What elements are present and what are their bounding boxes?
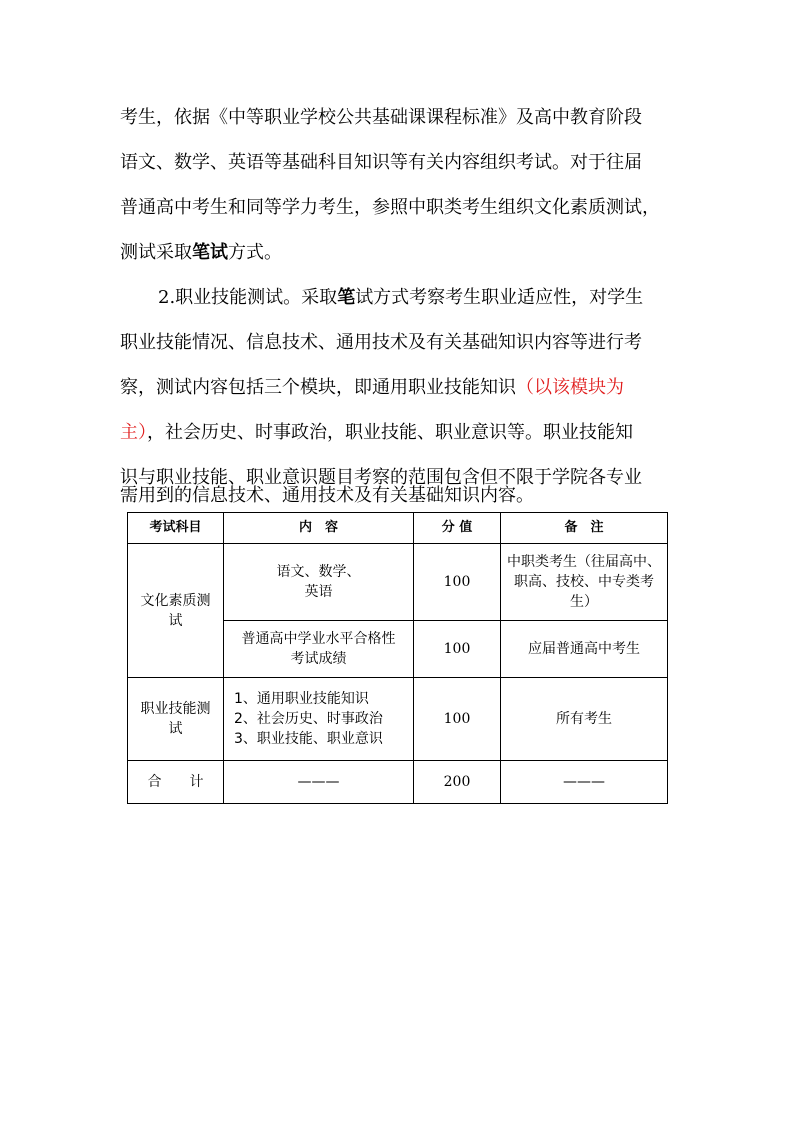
total-score-cell: 200	[414, 761, 501, 804]
text-run: 试方式考察考生职业适应性，对学生	[355, 287, 644, 308]
total-label-cell: 合 计	[128, 761, 224, 804]
table-total-row	[128, 761, 668, 804]
paragraph-line	[120, 421, 633, 445]
text-run: 察，测试内容包括三个模块，即通用职业技能知识	[120, 377, 516, 398]
content-line: 普通高中学业水平合格性	[241, 631, 396, 647]
text-run: 方式。	[228, 242, 282, 263]
paragraph-line: 需用到的信息技术、通用技术及有关基础知识内容。	[120, 485, 534, 506]
note-cell: 中职类考生（往届高中、职高、技校、中专类考生）	[501, 544, 668, 621]
content-line: 2、社会历史、时事政治	[234, 711, 383, 727]
paragraph-line: 考生，依据《中等职业学校公共基础课课程标准》及高中教育阶段	[120, 107, 642, 128]
header-note: 备 注	[501, 513, 668, 544]
header-score: 分 值	[414, 513, 501, 544]
text-run: ，社会历史、时事政治，职业技能、职业意识等。职业技能知	[147, 422, 633, 443]
bold-text-run: 笔试	[192, 242, 228, 263]
content-line: 英语	[304, 584, 333, 600]
paragraph-line: 语文、数学、英语等基础科目知识等有关内容组织考试。对于往届	[120, 152, 642, 173]
table-header-row	[128, 513, 668, 544]
score-cell: 100	[414, 544, 501, 621]
content-cell	[224, 678, 414, 761]
paragraph-line: 识与职业技能、职业意识题目考察的范围包含但不限于学院各专业	[120, 467, 642, 488]
content-cell	[224, 621, 414, 678]
paragraph-line	[158, 286, 643, 310]
paragraph-line: 普通高中考生和同等学力考生，参照中职类考生组织文化素质测试，	[120, 197, 660, 218]
content-line: 语文、数学、	[276, 564, 361, 580]
table-row	[128, 678, 668, 761]
subject-cell: 职业技能测试	[128, 678, 224, 761]
highlight-text-run: （以该模块为	[516, 377, 624, 398]
paragraph-line: 职业技能情况、信息技术、通用技术及有关基础知识内容等进行考	[120, 332, 642, 353]
note-cell: 所有考生	[501, 678, 668, 761]
highlight-text-run: 主）	[120, 422, 147, 443]
content-line: 1、通用职业技能知识	[234, 691, 369, 707]
header-subject: 考试科目	[128, 513, 224, 544]
text-run: 测试采取	[120, 242, 192, 263]
content-line: 3、职业技能、职业意识	[234, 731, 383, 747]
paragraph-line	[120, 241, 282, 265]
content-cell	[224, 544, 414, 621]
header-content: 内 容	[224, 513, 414, 544]
table-row	[128, 544, 668, 621]
paragraph-line	[120, 376, 624, 400]
exam-table	[127, 512, 668, 804]
total-note-cell: ———	[501, 761, 668, 804]
note-cell: 应届普通高中考生	[501, 621, 668, 678]
content-line: 考试成绩	[290, 651, 347, 667]
subject-cell: 文化素质测试	[128, 544, 224, 678]
score-cell: 100	[414, 621, 501, 678]
score-cell: 100	[414, 678, 501, 761]
text-run: 2.职业技能测试。采取	[158, 287, 338, 308]
total-content-cell: ———	[224, 761, 414, 804]
bold-text-run: 笔	[337, 287, 356, 308]
